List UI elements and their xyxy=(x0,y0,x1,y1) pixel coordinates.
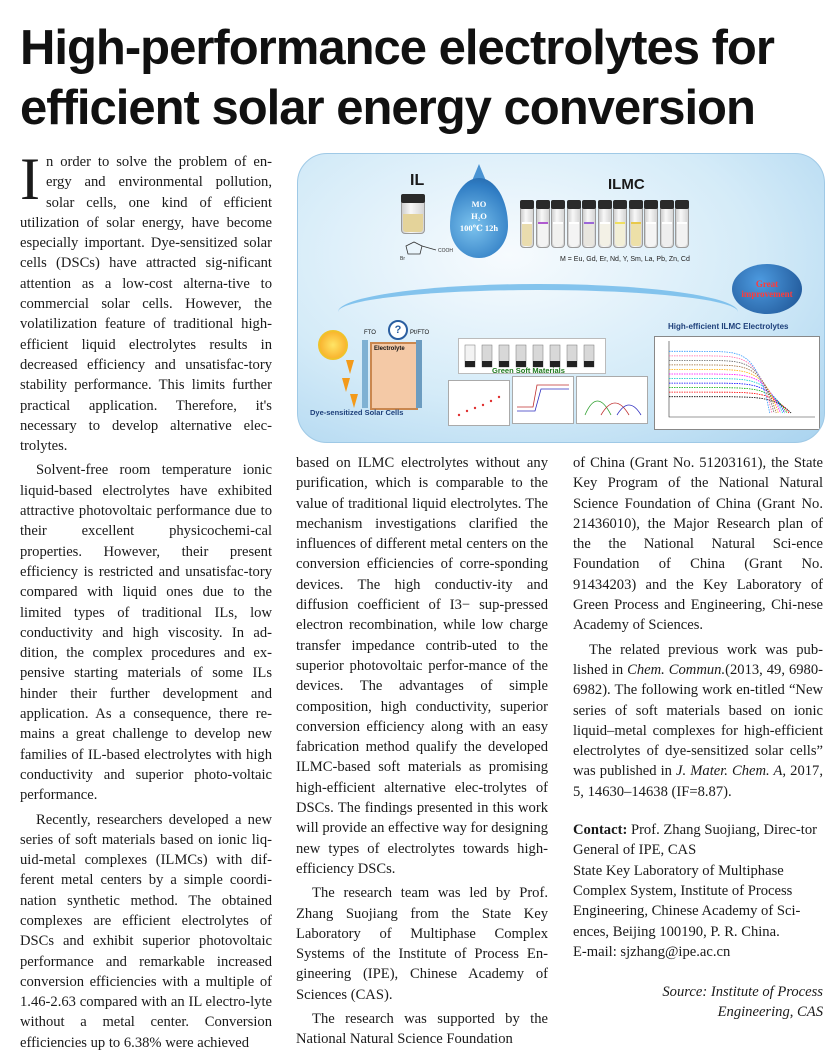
paragraph: Recently, researchers developed a new series of soft materials based on ionic liq-uid-metal complexes (ILMCs) with dif-ferent metal centers by a simple coordi-nation synthetic method. The obtained complexes are efficient electrolytes of DSCs and exhibit superior photovoltaic performance and remarkable increased conversion efficiencies with a multiple of 1.46-2.63 compared with an IL electro-lyte without a metal center. Conversion efficiencies up to 6.38% were achieved xyxy=(20,811,272,1051)
jv-curve xyxy=(669,397,791,413)
green-material-base xyxy=(584,361,594,367)
dsc-label: Dye-sensitized Solar Cells xyxy=(310,408,404,417)
light-ray-icon xyxy=(350,394,358,408)
reaction-drop xyxy=(450,178,508,258)
ilmc-vial xyxy=(598,200,612,248)
figure-ilmc-label: ILMC xyxy=(608,176,645,193)
green-materials-label: Green Soft Materials xyxy=(492,366,565,375)
column-1 xyxy=(20,146,272,1053)
journal-name: J. Mater. Chem. A, xyxy=(676,763,787,780)
conductivity-plot xyxy=(448,380,510,426)
publication-text: 2017, 5, 14630–14638 (IF=8.87). xyxy=(573,763,823,800)
ilmc-vial xyxy=(567,200,581,248)
jv-curve xyxy=(669,374,781,413)
contact-label: Contact: xyxy=(573,822,628,839)
question-icon: ? xyxy=(388,320,408,340)
plot-axes xyxy=(669,341,815,417)
article-title: High-performance electrolytes for efficient solar energy conversion xyxy=(20,21,774,135)
jv-curves xyxy=(655,337,819,429)
paragraph-publication xyxy=(573,640,823,802)
column-3 xyxy=(573,453,823,1023)
ilmc-vial xyxy=(644,200,658,248)
molecule-structure xyxy=(398,240,458,262)
ptfto-label: Pt/FTO xyxy=(410,330,430,336)
jv-curve-plot xyxy=(654,336,820,430)
source-line: Engineering, CAS xyxy=(717,1004,823,1021)
paragraph: of China (Grant No. 51203161), the State Key Program of the National Natural Science Foundation of China (Grant No. 21436010), the Major Research plan of the the National Natural Sci-ence Foundation of China (Grant No. 91434203) and the Key Laboratory of Green Process and Engineering, Chi-nese Academy of Sciences. xyxy=(573,455,823,634)
svg-text:COOH: COOH xyxy=(438,248,453,254)
ilmc-vial xyxy=(536,200,550,248)
fto-electrode xyxy=(362,340,368,408)
il-vial xyxy=(401,194,425,234)
metal-list: M = Eu, Gd, Er, Nd, Y, Sm, La, Pb, Zn, Cd xyxy=(560,256,690,263)
paragraph: based on ILMC electrolytes without any purification, which is comparable to the value of traditional liquid electrolytes. The mechanism investigations clarified the influences of different metal centers on the conversion efficiencies of corre-sponding devices. The high conductiv-ity and diffusion coefficient of I3− sup-pressed electron recombination, while low charge transfer impedance contrib-uted to the superior photovoltaic perfor-mance of the devices. The advantages of simple composition, high conductivity, superior conversion efficiency along with an easy fabrication method qualify the developed ILMC-based soft materials as promising high-efficient alternative elec-trolytes of DSCs. The findings presented in this work will provide an effective way for designing new types of electrolytes towards high-efficiency DSCs. xyxy=(296,455,548,877)
ilmc-vial xyxy=(520,200,534,248)
impedance-plot xyxy=(576,376,648,424)
drop-line-3: 100℃ 12h xyxy=(459,223,499,233)
source-credit xyxy=(573,982,823,1023)
jv-curve xyxy=(669,360,774,413)
ilmc-vial xyxy=(660,200,674,248)
improvement-bubble: Great improvement xyxy=(732,264,802,314)
paragraph-intro xyxy=(20,146,272,456)
paragraph: The research was supported by the National Natural Science Foundation xyxy=(296,1011,548,1048)
contact-block xyxy=(573,820,823,861)
figure-il-label: IL xyxy=(410,172,425,189)
drop-cap: I xyxy=(20,146,40,212)
ilmc-vial xyxy=(675,200,689,248)
contact-address: State Key Laboratory of Multiphase Complex System, Institute of Process Engineering, Chinese Academy of Sci-ences, Beijing 100190, P. R. China. xyxy=(573,862,801,940)
jv-curve xyxy=(669,356,772,413)
light-ray-icon xyxy=(346,360,354,374)
paragraph-intro-text: n order to solve the problem of en-ergy and environmental pollution, solar cells, one kind of efficient utilization of solar energy, have become especially important. Dye-sensitized solar cells (DSCs) have attracted sig-nificant attention as a low-cost alterna-tive to commercial solar cells. However, the volatilization feature of traditional high-efficient liquid electrolytes results in decreased efficiency and unsatisfac-tory stability performance. This limits further practical application. Therefore, it's necessary to develop alternative elec-trolytes. xyxy=(20,154,272,455)
source-line: Source: Institute of Process xyxy=(662,984,823,1001)
green-material-base xyxy=(482,361,492,367)
paragraph: Solvent-free room temperature ionic liquid-based electrolytes have exhibited attractive photovoltaic performance due to their excellent physicochemi-cal properties. However, their present efficiency is restricted and unsatisfac-tory compared with liquid ones due to the limited types of traditional ILs, low conductivity and high viscosity. In ad-dition, the complex procedures and ex-pensive starting materials of some ILs hinder their further development and application. As a consequence, there re-mains a great challenge to develop new families of IL-based electrolytes with high conductivity and superior photo-voltaic performance. xyxy=(20,462,272,804)
drop-line-2: H₂O xyxy=(471,211,487,221)
paragraph: The research team was led by Prof. Zhang Suojiang from the State Key Laboratory of Multiphase Complex Systems of the Institute of Process En-gineering (IPE), Chinese Academy of Sciences (CAS). xyxy=(296,885,548,1003)
electrolyte-cell xyxy=(370,342,418,410)
publication-text: The related previous work was pub-lished in xyxy=(573,641,823,678)
ilmc-vial xyxy=(551,200,565,248)
article-figure xyxy=(297,153,825,443)
ptfto-electrode xyxy=(416,340,422,408)
ilmc-vial xyxy=(629,200,643,248)
column-2 xyxy=(296,453,548,1050)
sun-icon xyxy=(318,330,348,360)
publication-text: (2013, 49, 6980-6982). The following work en-titled “New series of soft materials based on ionic liquid–metal complexes for high-efficient electrolytes of dye-sensitized solar cells” was published in xyxy=(573,661,823,780)
green-material-base xyxy=(465,361,475,367)
contact-email: E-mail: sjzhang@ipe.ac.cn xyxy=(573,943,731,960)
ilmc-vial xyxy=(613,200,627,248)
fto-label: FTO xyxy=(364,330,376,336)
cv-plot xyxy=(512,376,574,424)
electrolyte-label: Electrolyte xyxy=(374,346,405,352)
light-ray-icon xyxy=(342,378,350,392)
svg-text:Br: Br xyxy=(400,256,405,262)
ilmc-vial xyxy=(582,200,596,248)
drop-line-1: MO xyxy=(471,199,487,209)
contact-text: Prof. Zhang Suojiang, Direc-tor General of IPE, CAS xyxy=(573,822,817,859)
hp-electrolytes-label: High-efficient ILMC Electrolytes xyxy=(668,322,789,331)
journal-name: Chem. Commun. xyxy=(627,661,726,678)
jv-curve xyxy=(669,365,776,413)
green-material-base xyxy=(567,361,577,367)
